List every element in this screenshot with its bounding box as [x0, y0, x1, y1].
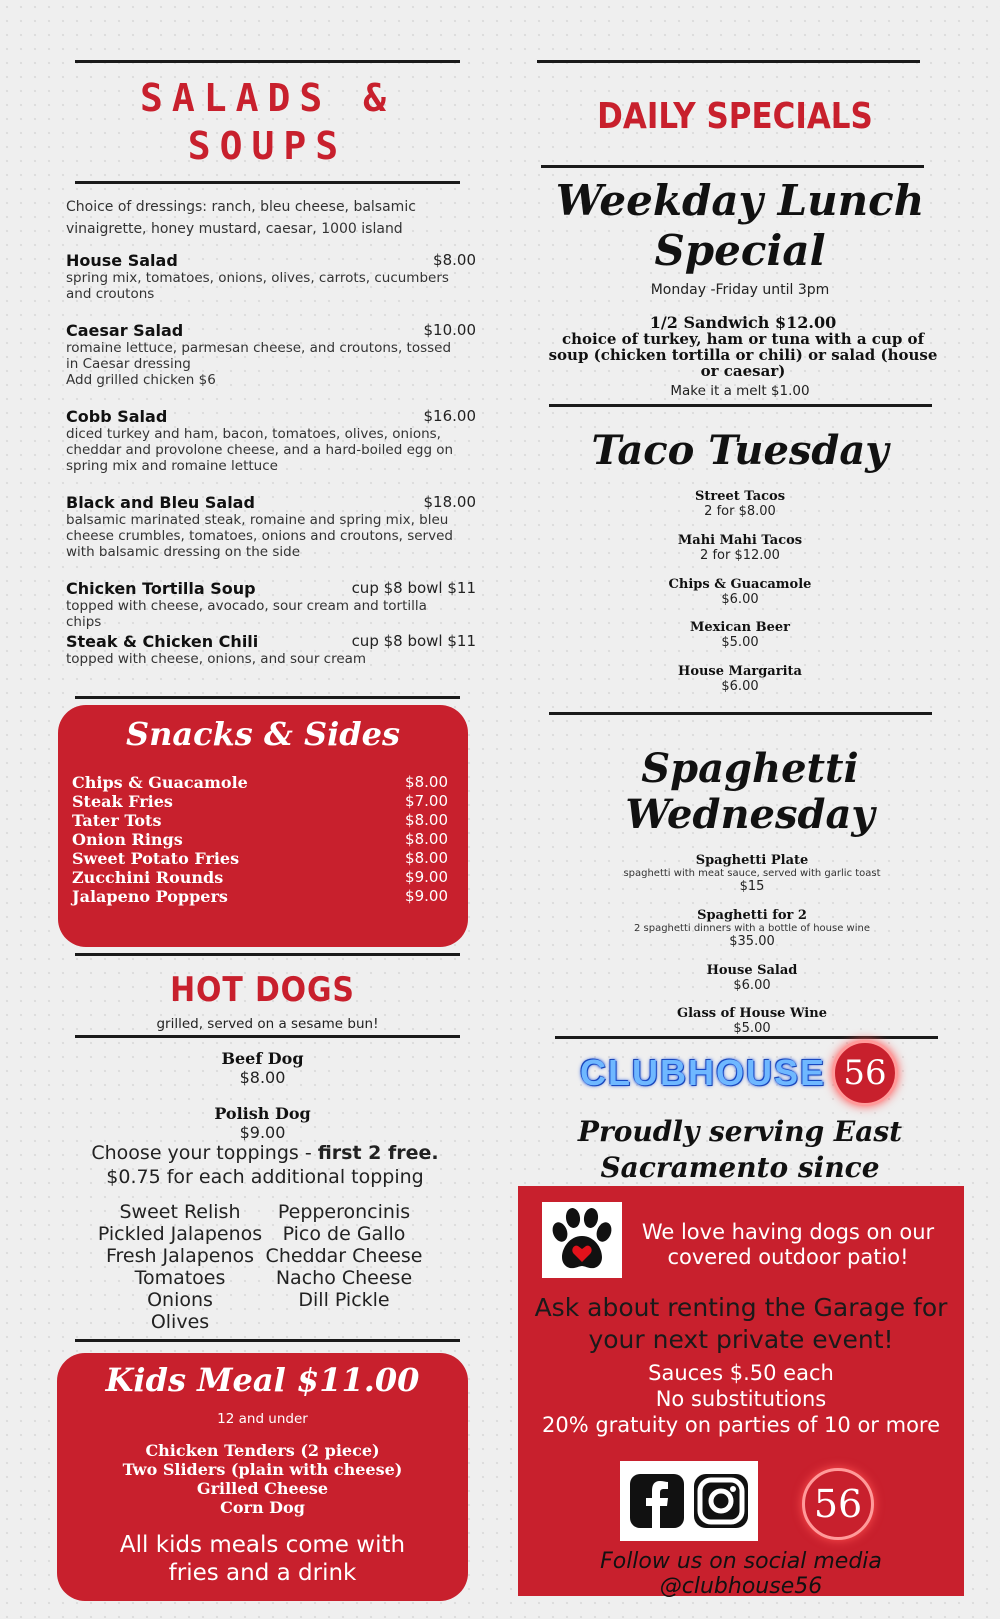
- weekday-item-name: 1/2 Sandwich $12.00: [649, 313, 837, 332]
- snack-name: Sweet Potato Fries: [72, 849, 240, 868]
- special-price: $5.00: [721, 635, 759, 650]
- snack-name: Chips & Guacamole: [72, 773, 248, 792]
- clubhouse56-badge-icon: [802, 1468, 874, 1540]
- special-name: House Margarita: [678, 664, 802, 679]
- hotdog-beef: [75, 1049, 450, 1087]
- list-item: [552, 963, 952, 1006]
- list-item: [72, 868, 448, 887]
- item-price: $18.00: [423, 493, 476, 511]
- dogs-note-line2: covered outdoor patio!: [667, 1245, 909, 1269]
- kids-age: 12 and under: [217, 1411, 308, 1427]
- list-item: [552, 908, 952, 963]
- item-price: cup $8 bowl $11: [351, 632, 476, 650]
- item-price: cup $8 bowl $11: [351, 579, 476, 597]
- special-name: Street Tacos: [694, 489, 786, 504]
- spaghetti-list: [552, 853, 952, 1036]
- kids-item: Corn Dog: [220, 1498, 305, 1517]
- social-handle: Follow us on social media @clubhouse56: [600, 1549, 882, 1599]
- kids-item: Chicken Tenders (2 piece): [145, 1441, 380, 1460]
- toppings-right-col: [258, 1201, 430, 1311]
- dog-name: Polish Dog: [214, 1104, 311, 1123]
- spaghetti-title-line2: Wednesday: [625, 791, 875, 838]
- hotdogs-sub-rule: [75, 1035, 460, 1038]
- spaghetti-title-line1: Spaghetti: [641, 745, 859, 792]
- topping-item: Tomatoes: [134, 1267, 226, 1289]
- list-item: [540, 620, 940, 664]
- special-desc: 2 spaghetti dinners with a bottle of house wine: [633, 923, 871, 934]
- special-price: $35.00: [729, 934, 775, 949]
- topping-item: Sweet Relish: [119, 1201, 241, 1223]
- kids-items: [57, 1441, 468, 1517]
- kids-top-rule: [75, 1339, 460, 1342]
- special-name: Mexican Beer: [689, 620, 791, 635]
- special-price: $5.00: [733, 1021, 771, 1036]
- list-item: [72, 792, 448, 811]
- substitutions-note: No substitutions: [655, 1387, 827, 1411]
- item-desc: spring mix, tomatoes, onions, olives, carrots, cucumbers and croutons: [66, 270, 449, 302]
- topping-item: Pickled Jalapenos: [97, 1223, 263, 1245]
- dog-name: Beef Dog: [221, 1049, 304, 1068]
- special-name: Chips & Guacamole: [668, 577, 812, 592]
- weekday-title-line2: Special: [654, 226, 826, 275]
- menu-item-cobb-salad: [66, 407, 476, 474]
- taco-tuesday-title: Taco Tuesday: [591, 427, 889, 474]
- item-name: Cobb Salad: [66, 407, 168, 426]
- dog-price: $9.00: [239, 1123, 286, 1142]
- snack-name: Zucchini Rounds: [72, 868, 224, 887]
- topping-item: Pico de Gallo: [282, 1223, 406, 1245]
- hotdogs-title: HOT DOGS: [170, 970, 355, 1010]
- specials-top-rule: [537, 60, 920, 63]
- snack-price: $9.00: [405, 887, 448, 905]
- spaghetti-bottom-rule: [555, 1036, 938, 1039]
- snacks-sides-box: [58, 705, 468, 947]
- list-item: [72, 830, 448, 849]
- topping-item: Nacho Cheese: [275, 1267, 413, 1289]
- tagline-line2: Sacramento since: [600, 1151, 880, 1184]
- list-item: [540, 533, 940, 577]
- facebook-icon[interactable]: [630, 1474, 684, 1528]
- list-item: [72, 811, 448, 830]
- weekday-bottom-rule: [549, 404, 932, 407]
- snack-price: $7.00: [405, 792, 448, 810]
- weekday-hours: Monday -Friday until 3pm: [650, 282, 830, 298]
- hotdogs-top-rule: [75, 953, 460, 956]
- item-desc: topped with cheese, avocado, sour cream and tortilla chips: [66, 598, 427, 630]
- menu-item-house-salad: [66, 251, 476, 302]
- special-name: Spaghetti Plate: [695, 853, 809, 868]
- topping-item: Fresh Jalapenos: [105, 1245, 255, 1267]
- garage-line1: Ask about renting the Garage for: [534, 1293, 948, 1322]
- special-name: Spaghetti for 2: [697, 908, 807, 923]
- dogs-note: [628, 1220, 948, 1270]
- paw-heart-icon: [542, 1202, 622, 1278]
- salads-title-line1: SALADS &: [139, 76, 396, 120]
- daily-specials-title: DAILY SPECIALS: [597, 96, 873, 137]
- menu-item-tortilla-soup: [66, 579, 476, 630]
- item-extra: Add grilled chicken $6: [66, 372, 216, 388]
- item-desc: diced turkey and ham, bacon, tomatoes, olives, onions, cheddar and provolone cheese, and a hard-boiled egg on spring mix and romaine lettuce: [66, 426, 454, 474]
- snack-price: $9.00: [405, 868, 448, 886]
- taco-tuesday-list: [540, 489, 940, 694]
- hotdogs-subtitle: grilled, served on a sesame bun!: [156, 1016, 379, 1032]
- topping-item: Onions: [147, 1289, 213, 1311]
- special-price: $15: [739, 879, 765, 894]
- menu-item-caesar-salad: [66, 321, 476, 388]
- garage-line2: your next private event!: [588, 1325, 894, 1354]
- hotdog-polish: [75, 1104, 450, 1142]
- weekday-item: [548, 315, 938, 379]
- snacks-list: [72, 773, 448, 906]
- topping-item: Olives: [150, 1311, 210, 1333]
- list-item: [552, 853, 952, 908]
- logo-text: CLUBHOUSE: [580, 1052, 827, 1093]
- spaghetti-wednesday-title: [550, 746, 950, 838]
- topping-item: Cheddar Cheese: [265, 1245, 423, 1267]
- snack-name: Jalapeno Poppers: [72, 887, 228, 906]
- snack-name: Onion Rings: [72, 830, 183, 849]
- item-price: $16.00: [423, 407, 476, 425]
- weekday-title-line1: Weekday Lunch: [555, 176, 925, 225]
- special-price: $6.00: [721, 592, 759, 607]
- kids-note-line1: All kids meals come with: [119, 1532, 406, 1558]
- list-item: [540, 664, 940, 694]
- topping-item: Dill Pickle: [298, 1289, 390, 1311]
- special-name: Mahi Mahi Tacos: [677, 533, 803, 548]
- salads-title-line2: SOUPS: [187, 124, 348, 168]
- item-price: $8.00: [433, 251, 476, 269]
- item-price: $10.00: [423, 321, 476, 339]
- social-icons: [620, 1461, 758, 1541]
- badge-number: 56: [813, 1482, 863, 1526]
- kids-item: Grilled Cheese: [196, 1479, 329, 1498]
- kids-title: Kids Meal $11.00: [105, 1361, 420, 1399]
- dogs-note-line1: We love having dogs on our: [641, 1220, 935, 1244]
- kids-note-line2: fries and a drink: [168, 1560, 357, 1586]
- special-desc: spaghetti with meat sauce, served with garlic toast: [623, 868, 881, 879]
- snack-name: Steak Fries: [72, 792, 173, 811]
- kids-item: Two Sliders (plain with cheese): [122, 1460, 403, 1479]
- salads-title: [75, 74, 460, 170]
- weekday-item-desc: choice of turkey, ham or tuna with a cup of soup (chicken tortilla or chili) or salad (house or caesar): [548, 330, 938, 380]
- special-price: $6.00: [721, 679, 759, 694]
- toppings-left-col: [90, 1201, 270, 1333]
- garage-note: [518, 1292, 964, 1356]
- snack-price: $8.00: [405, 830, 448, 848]
- sauces-note: Sauces $.50 each: [648, 1361, 834, 1385]
- item-desc: topped with cheese, onions, and sour cream: [66, 651, 367, 667]
- salads-top-rule: [75, 60, 460, 63]
- item-name: Black and Bleu Salad: [66, 493, 255, 512]
- tagline-line1: Proudly serving East: [577, 1115, 903, 1148]
- special-name: Glass of House Wine: [677, 1006, 827, 1021]
- gratuity-note: 20% gratuity on parties of 10 or more: [541, 1413, 941, 1437]
- taco-bottom-rule: [549, 712, 932, 715]
- weekday-lunch-title: [540, 176, 940, 276]
- dressing-choices: Choice of dressings: ranch, bleu cheese, balsamic vinaigrette, honey mustard, caesar, 1000 island: [66, 199, 416, 237]
- list-item: [540, 577, 940, 620]
- list-item: [540, 489, 940, 533]
- toppings-line1-a: Choose your toppings -: [91, 1142, 318, 1164]
- special-price: $6.00: [733, 978, 771, 993]
- item-name: Chicken Tortilla Soup: [66, 579, 256, 598]
- special-name: House Salad: [706, 963, 798, 978]
- salads-bottom-rule: [75, 181, 460, 184]
- toppings-intro: [60, 1141, 470, 1189]
- item-desc: balsamic marinated steak, romaine and spring mix, bleu cheese crumbles, tomatoes, onions and croutons, served with balsamic dressing on the side: [66, 512, 453, 560]
- list-item: [552, 1006, 952, 1036]
- policies: [518, 1360, 964, 1438]
- topping-item: Pepperoncinis: [277, 1201, 411, 1223]
- info-panel: [518, 1186, 964, 1599]
- menu-item-black-bleu-salad: [66, 493, 476, 560]
- toppings-line1: [60, 1141, 470, 1165]
- snacks-top-rule: [75, 696, 460, 699]
- snacks-title: Snacks & Sides: [126, 715, 400, 753]
- list-item: [72, 849, 448, 868]
- menu-item-chili: [66, 632, 476, 667]
- toppings-line1-b: first 2 free.: [317, 1142, 439, 1164]
- item-name: House Salad: [66, 251, 178, 270]
- item-name: Steak & Chicken Chili: [66, 632, 259, 651]
- instagram-icon[interactable]: [694, 1474, 748, 1528]
- special-price: 2 for $12.00: [700, 548, 780, 563]
- clubhouse-logo: [580, 1040, 898, 1106]
- weekday-extra: Make it a melt $1.00: [670, 383, 810, 399]
- snack-price: $8.00: [405, 811, 448, 829]
- logo-badge: 56: [832, 1040, 898, 1106]
- list-item: [72, 773, 448, 792]
- specials-bottom-rule: [541, 165, 924, 168]
- kids-note: [57, 1531, 468, 1587]
- item-name: Caesar Salad: [66, 321, 184, 340]
- toppings-line2: $0.75 for each additional topping: [106, 1166, 424, 1188]
- dog-price: $8.00: [239, 1068, 286, 1087]
- list-item: [72, 887, 448, 906]
- snack-price: $8.00: [405, 773, 448, 791]
- snack-name: Tater Tots: [72, 811, 162, 830]
- kids-meal-box: [57, 1353, 468, 1601]
- snack-price: $8.00: [405, 849, 448, 867]
- item-desc: romaine lettuce, parmesan cheese, and croutons, tossed in Caesar dressing: [66, 340, 452, 372]
- special-price: 2 for $8.00: [704, 504, 776, 519]
